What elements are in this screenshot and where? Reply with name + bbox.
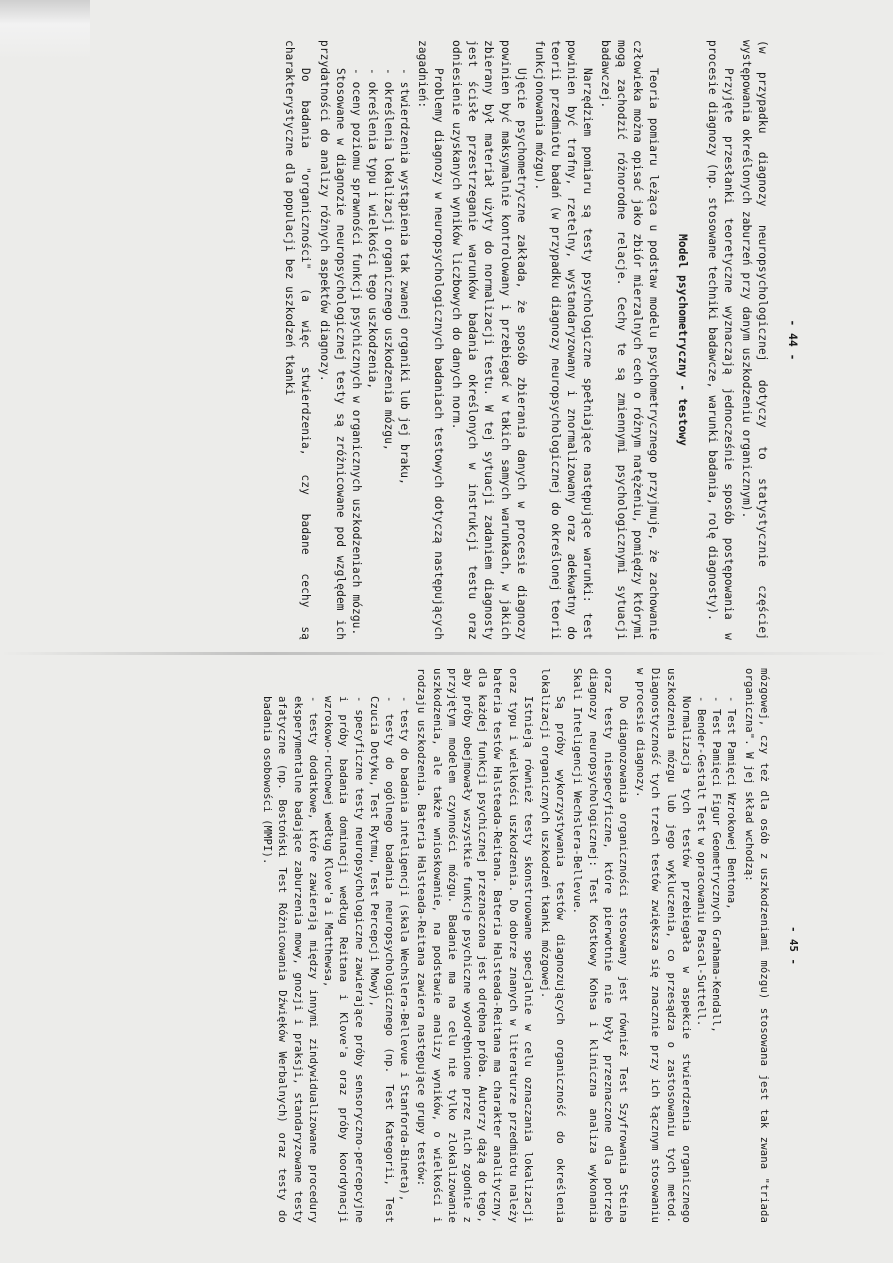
list-item: - określenia typu i wielkości tego uszkodzenia,: [364, 68, 380, 640]
list-item: - testy do badania inteligencji (skala Wechslera-Bellevue i Stanforda-Bineta),: [396, 696, 411, 1223]
paragraph: Istnieją również testy skonstruowane specjalnie w celu oznaczania lokalizacji oraz typu i wielkości uszkodzenia. Do dobrze znanych w literaturze przedmiotu należy bateria testów Halsteada-Reitana. Bateria Halsteada-Reitana ma charakter analityczny, dla każdej funkcji psychicznej przeznaczona jest odrębna próba. Autorzy dążą do tego, aby próby obejmowały wszystkie funkcje psychiczne wyodrębnione przez nich zgodnie z przyjętym modelem czynności mózgu. Badanie ma na celu nie tylko zlokalizowanie uszkodzenia, ale także wnioskowanie, na podstawie analizy wyników, o wielkości i rodzaju uszkodzenia. Bateria Halsteada-Reitana zawiera następujące grupy testów:: [415, 668, 534, 1223]
list-item: - testy dodatkowe, które zawierają między innymi zindywidualizowane procedury eksperymentalne badające zaburzenia mowy, gnozji i praksji, standaryzowane testy afatyczne (np. Bostoński Test Różnicowania Dźwięków Werbalnych) oraz testy do badania osobowości (MMPI).: [259, 696, 320, 1223]
paragraph: Do diagnozowania organiczności stosowany jest również Test Szyfrowania Steina oraz testy niespecyficzne, które pierwotnie nie były przeznaczone dla potrzeb diagnozy neuropsychologicznej: Test Kostkowy Kohsa i kliniczna analiza wykonania Skali Inteligencji Wechslera-Bellevue.: [571, 668, 629, 1223]
list-item: - Test Pamięci Figur Geometrycznych Grahama-Kendall,: [708, 696, 723, 1223]
paragraph: Narzędziem pomiaru są testy psychologiczne spełniające następujące warunki: test powinien być trafny, rzetelny, wystandaryzowany i znormalizowany oraz adekwatny do teorii przedmiotu badań (w przypadku diagnozy neuropsychologicznej do określonej teorii funkcjonowania mózgu).: [532, 40, 595, 640]
paragraph: Ujęcie psychometryczne zakłada, że sposób zbierania danych w procesie diagnozy powinien być maksymalnie kontrolowany i przebiegać w takich samych warunkach, w jakich zbierany był materiał użyty do normalizacji testu. W tej sytuacji zadaniem diagnosty jest ścisłe przestrzeganie warunków badania określonych w instrukcji testu oraz odniesienie uzyskanych wyników liczbowych do danych norm.: [450, 40, 528, 640]
bullet-list: [348, 40, 412, 640]
paragraph: Teoria pomiaru leżąca u podstaw modelu psychometrycznego przyjmuje, że zachowanie człowieka można opisać jako zbiór mierzalnych cech o różnym natężeniu, pomiędzy którymi mogą zachodzić różnorodne relacje. Cechy te są zmiennymi psychologicznymi sytuacji badawczej.: [599, 40, 661, 640]
page-45-frame: [110, 668, 800, 1223]
list-item: - określenia lokalizacji organicznego uszkodzenia mózgu,: [380, 68, 396, 640]
paragraph: Przyjęte przesłanki teoretyczne wyznaczają jednocześnie sposób postępowania w procesie diagnozy (np. stosowane techniki badawcze, warunki badania, rolę diagnosty).: [705, 40, 735, 640]
page-44: [110, 40, 800, 640]
list-item: - Bender-Gestalt Test w opracowaniu Pascal-Suttell.: [693, 696, 708, 1223]
paragraph: Są próby wykorzystywania testów diagnozujących organiczność do określenia lokalizacji organicznych uszkodzeń tkanki mózgowej.: [538, 668, 567, 1223]
page-45: [110, 668, 800, 1223]
page-number: - 44 -: [786, 319, 799, 361]
page-44-frame: [110, 40, 800, 640]
list-item: - Test Pamięci Wzrokowej Bentona,: [723, 696, 738, 1223]
list-item: - specyficzne testy neuropsychologiczne zawierające próby sensoryczno-percepcyjne i próby badania dominacji według Reitana i Klove'a oraz próby koordynacji wzrokowo-ruchowej według Klove'a i Matthewsa,: [320, 696, 366, 1223]
section-heading: Model psychometryczny - testowy: [675, 234, 689, 446]
paragraph: Do badania "organiczności" (a więc stwierdzenia, czy badane cechy są charakterystyczne dla populacji bez uszkodzeń tkanki: [283, 40, 313, 640]
paragraph: Stosowane w diagnozie neuropsychologicznej testy są zróżnicowane pod względem ich przydatności do analizy różnych aspektów diagnozy.: [317, 40, 347, 640]
paragraph: Normalizacja tych testów przebiegała w aspekcie stwierdzenia organicznego uszkodzenia mózgu lub jego wykluczenia, co przesądza o zastosowaniu tych metod. Diagnostyczność tych trzech testów zwiększa się znacznie przy ich łącznym stosowaniu w procesie diagnozy.: [634, 668, 692, 1223]
scan-edge-artifact: [0, 0, 90, 60]
page-number: - 45 -: [787, 926, 799, 965]
paragraph: Problemy diagnozy w neuropsychologicznych badaniach testowych dotyczą następujących zagadnień:: [416, 40, 446, 640]
list-item: - oceny poziomu sprawności funkcji psychicznych w organicznych uszkodzeniach mózgu.: [348, 68, 364, 640]
paragraph: (w przypadku diagnozy neuropsychologicznej dotyczy to statystycznie częściej występowania określonych zaburzeń przy danym uszkodzeniu organicznym).: [739, 40, 769, 640]
page-fold-line: [0, 652, 893, 655]
list-item: - testy do ogólnego badania neuropsychologicznego (np. Test Kategorii, Test Czucia Dotyku, Test Rytmu, Test Percepcji Mowy),: [366, 696, 396, 1223]
bullet-list: [693, 668, 739, 1223]
bullet-list: [259, 668, 411, 1223]
paragraph: mózgowej, czy też dla osób z uszkodzeniami mózgu) stosowana jest tak zwana "triada organiczna". W jej skład wchodzą:: [742, 668, 770, 1223]
list-item: - stwierdzenia wystąpienia tak zwanej organiki lub jej braku,: [396, 68, 412, 640]
